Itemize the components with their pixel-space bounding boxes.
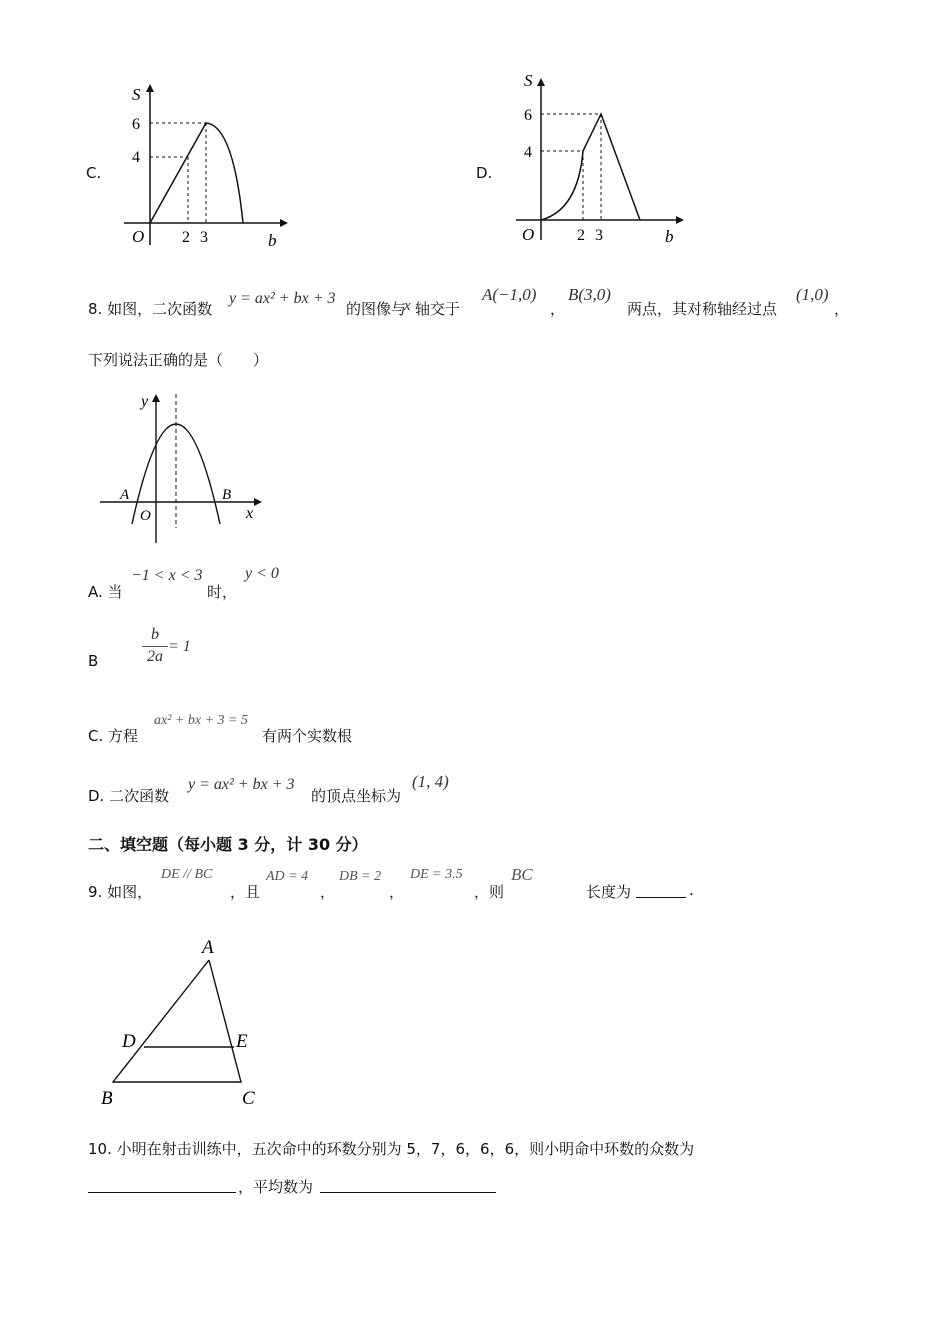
q10-stem-mid: ，平均数为: [238, 1178, 314, 1196]
vertex-e: E: [236, 1031, 248, 1052]
vertex-a: A: [202, 937, 214, 958]
graph-x-label: x: [246, 505, 254, 522]
q9-answer-blank[interactable]: [636, 883, 686, 898]
q9-text-3: ，: [389, 883, 405, 901]
origin-label: O: [522, 225, 535, 244]
axis-b-label: b: [665, 227, 674, 245]
q9-text-6: .: [689, 881, 694, 899]
tick-3: 3: [200, 229, 208, 246]
fraction-denominator: 2a: [147, 648, 163, 665]
q9-de: DE = 3.5: [410, 867, 463, 882]
axis-s-label: S: [524, 71, 533, 90]
q9-parallel: DE // BC: [161, 867, 213, 882]
axis-b-label: b: [268, 231, 277, 250]
tick-4: 4: [132, 149, 140, 166]
q8-option-d-function: y = ax² + bx + 3: [188, 776, 295, 793]
q8-option-d-mid: 的顶点坐标为: [311, 787, 402, 805]
q9-text-1: ，且: [230, 883, 261, 901]
vertex-c: C: [242, 1088, 255, 1109]
q8-point-b: B(3,0): [568, 285, 611, 304]
q8-option-a-label: A. 当: [88, 583, 123, 601]
fraction-numerator: b: [151, 626, 159, 643]
q9-text-4: ，则: [474, 883, 505, 901]
graph-point-b: B: [222, 487, 232, 503]
tick-4: 4: [524, 144, 532, 161]
q8-x-var: x: [404, 298, 411, 314]
tick-3: 3: [595, 227, 603, 244]
q9-text-2: ，: [320, 883, 336, 901]
q8-option-b-equals: = 1: [168, 638, 191, 655]
q10-mean-blank[interactable]: [320, 1178, 496, 1193]
q9-stem-prefix: 9. 如图，: [88, 883, 153, 901]
q8-stem-prefix: 8. 如图，二次函数: [88, 300, 213, 318]
q8-stem-mid2: 轴交于: [415, 300, 461, 318]
q8-stem-line2: 下列说法正确的是（ ）: [88, 351, 269, 369]
graph-origin: O: [140, 508, 151, 524]
q9-ad: AD = 4: [266, 869, 309, 884]
q9-triangle-figure: [96, 930, 266, 1110]
axis-s-label: S: [132, 85, 141, 104]
q8-option-a-mid: 时，: [207, 583, 238, 601]
q8-option-c-end: 有两个实数根: [262, 727, 353, 745]
q8-option-b-fraction: [142, 626, 168, 666]
q10-mode-blank[interactable]: [88, 1178, 236, 1193]
tick-6: 6: [524, 107, 532, 124]
tick-2: 2: [577, 227, 585, 244]
q8-option-d-label: D. 二次函数: [88, 787, 170, 805]
q8-stem-end: ，: [834, 300, 850, 318]
q7-graph-d: [510, 70, 685, 245]
q7-graph-c: [118, 80, 288, 250]
q9-text-5: 长度为: [586, 883, 632, 901]
q7-option-c-label: C.: [86, 164, 102, 182]
q8-option-c-equation: ax² + bx + 3 = 5: [154, 713, 248, 728]
origin-label: O: [132, 227, 145, 246]
section-heading: 二、填空题（每小题 3 分，计 30 分）: [88, 835, 368, 854]
q7-option-d-label: D.: [476, 164, 493, 182]
q10-stem-line1: 10. 小明在射击训练中，五次命中的环数分别为 5，7，6，6，6，则小明命中环数的众数为: [88, 1140, 695, 1158]
q8-stem-mid3: 两点，其对称轴经过点: [627, 300, 778, 318]
q8-option-b-label: B: [88, 652, 99, 670]
q9-db: DB = 2: [339, 869, 382, 884]
q8-option-a-result: y < 0: [245, 565, 279, 582]
vertex-d: D: [122, 1031, 136, 1052]
q9-bc: BC: [511, 865, 533, 884]
q8-function: y = ax² + bx + 3: [229, 290, 336, 307]
graph-y-label: y: [141, 393, 149, 410]
vertex-b: B: [101, 1088, 113, 1109]
q8-option-d-point: (1, 4): [412, 772, 449, 791]
tick-2: 2: [182, 229, 190, 246]
q8-parabola-figure: [96, 388, 266, 548]
tick-6: 6: [132, 116, 140, 133]
q8-axis-point: (1,0): [796, 285, 829, 304]
q8-comma: ，: [550, 300, 566, 318]
q8-option-a-condition: −1 < x < 3: [131, 567, 203, 584]
q8-stem-mid1: 的图像与: [346, 300, 407, 318]
graph-point-a: A: [120, 487, 130, 503]
q8-option-c-label: C. 方程: [88, 727, 139, 745]
q8-point-a: A(−1,0): [482, 285, 537, 304]
